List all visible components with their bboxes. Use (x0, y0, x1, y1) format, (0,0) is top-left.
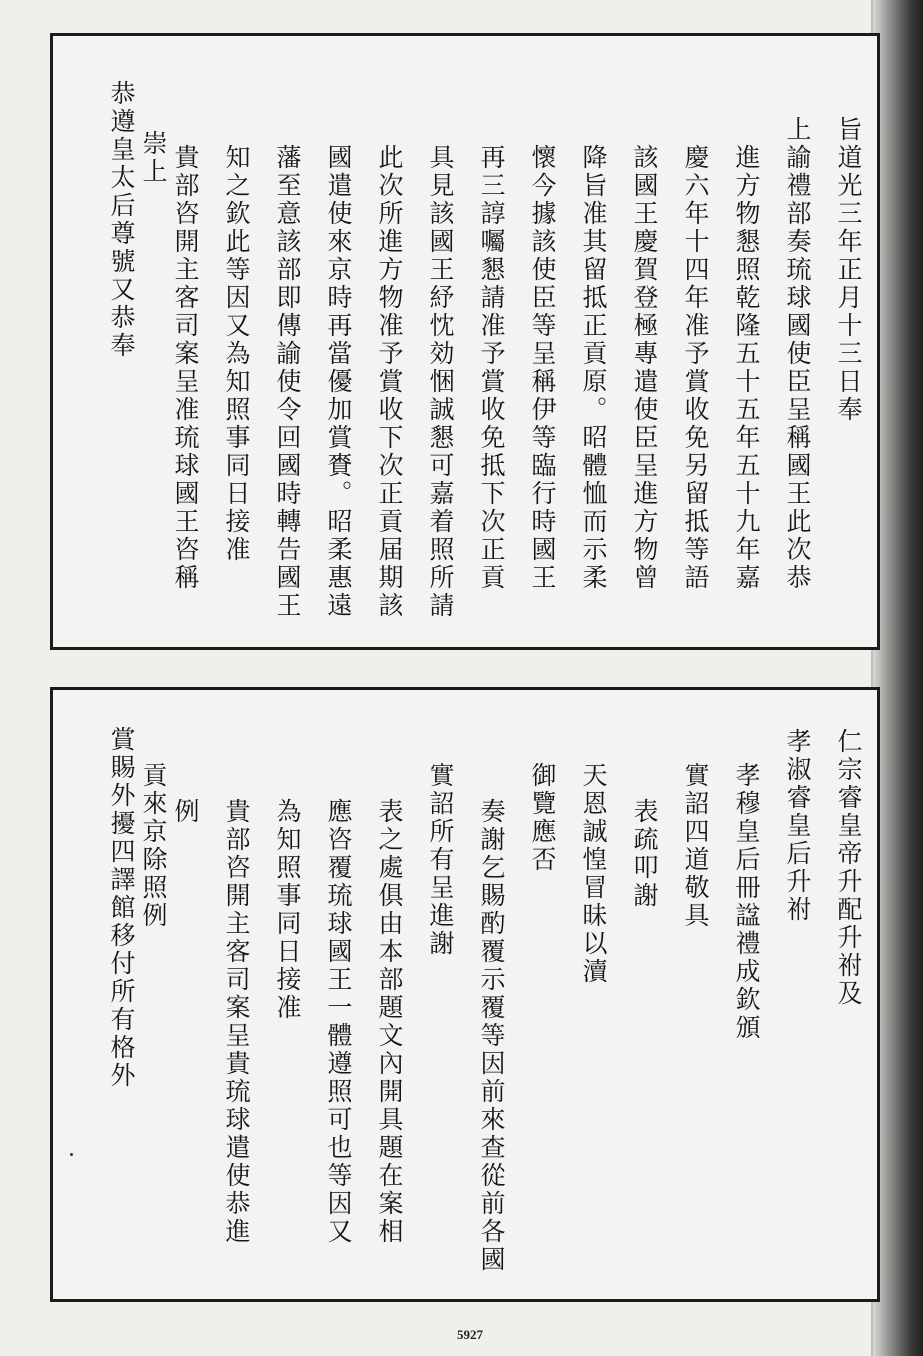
top-column-7: 懷今據該使臣等呈稱伊等臨行時國王 (528, 144, 557, 592)
bottom-column-9: 實詔所有呈進謝 (426, 762, 455, 958)
top-column-13: 知之欽此等因又為知照事同日接准 (222, 144, 251, 564)
page-number: 5927 (457, 1327, 483, 1342)
top-column-14: 貴部咨開主客司案呈准琉球國王咨稱 (171, 144, 200, 592)
bottom-column-12: 為知照事同日接准 (273, 798, 302, 1022)
bottom-column-2: 孝淑睿皇后升祔 (783, 728, 812, 924)
top-column-11: 國遣使來京時再當優加賞賚。昭柔惠遠 (324, 144, 353, 620)
bottom-column-4: 實詔四道敬具 (681, 762, 710, 930)
bottom-column-14: 例 (171, 798, 200, 826)
top-column-15: 崇上 (139, 130, 168, 186)
top-column-12: 藩至意該部即傳諭使令回國時轉告國王 (273, 144, 302, 620)
top-column-6: 降旨准其留抵正貢原。昭體恤而示柔 (579, 144, 608, 592)
top-column-1: 旨道光三年正月十三日奉 (834, 116, 863, 424)
top-column-10: 此次所進方物准予賞收下次正貢届期該 (375, 144, 404, 620)
bottom-column-11: 應咨覆琉球國王一體遵照可也等因又 (324, 798, 353, 1246)
top-column-8: 再三諄囑懇請准予賞收免抵下次正貢 (477, 144, 506, 592)
top-column-16: 恭遵皇太后尊號又恭奉 (107, 80, 136, 360)
bottom-column-15: 貢來京除照例 (139, 762, 168, 930)
manuscript-panel-bottom (50, 687, 880, 1302)
bottom-column-8: 奏謝乞賜酌覆示覆等因前來查從前各國 (477, 798, 506, 1274)
top-column-4: 慶六年十四年准予賞收免另留抵等語 (681, 144, 710, 592)
bottom-column-7: 御覽應否 (528, 762, 557, 874)
manuscript-panel-top (50, 33, 880, 650)
top-column-2: 上諭禮部奏琉球國使臣呈稱國王此次恭 (783, 116, 812, 592)
bottom-column-13: 貴部咨開主客司案呈貴琉球遣使恭進 (222, 798, 251, 1246)
ink-speck (70, 1153, 73, 1156)
bottom-column-16: 賞賜外擾四譯館移付所有格外 (107, 726, 136, 1090)
top-column-3: 進方物懇照乾隆五十五年五十九年嘉 (732, 144, 761, 592)
bottom-column-10: 表之處俱由本部題文內開具題在案相 (375, 798, 404, 1246)
top-column-9: 具見該國王紓忱効悃誠懇可嘉着照所請 (426, 144, 455, 620)
book-binding-shadow (873, 0, 923, 1356)
top-column-5: 該國王慶賀登極專遣使臣呈進方物曾 (630, 144, 659, 592)
bottom-column-5: 表疏叩謝 (630, 798, 659, 910)
bottom-column-3: 孝穆皇后冊諡禮成欽頒 (732, 762, 761, 1042)
bottom-column-1: 仁宗睿皇帝升配升祔及 (834, 728, 863, 1008)
bottom-column-6: 天恩誠惶冒昧以瀆 (579, 762, 608, 986)
